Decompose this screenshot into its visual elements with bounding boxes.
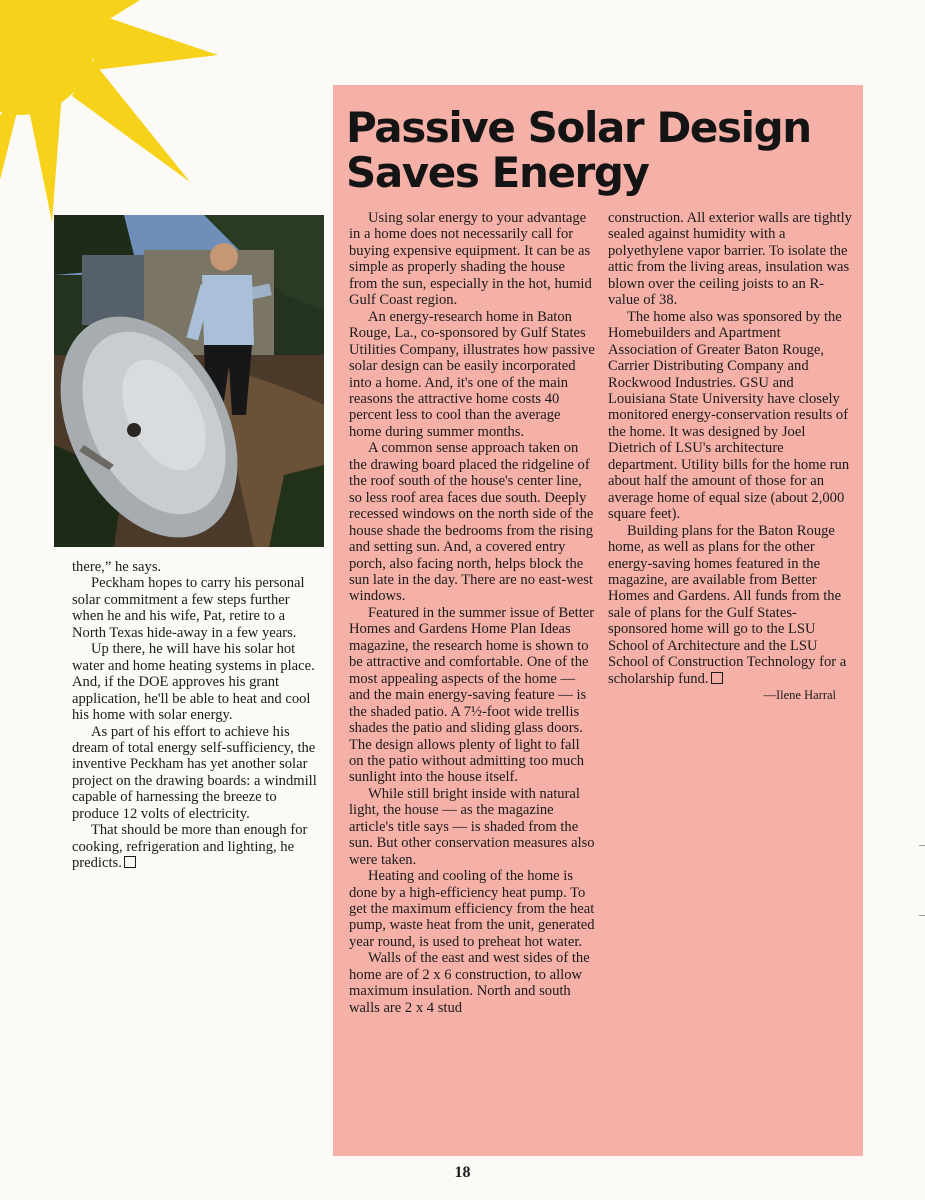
page-number: 18 [454, 1164, 471, 1181]
article-paragraph: Using solar energy to your advantage in a home does not necessarily call for buying expensive equipment. It can be as simple as properly shading the house from the sun, especially in the hot, humid Gulf Coast region. [349, 210, 592, 309]
article-paragraph: Walls of the east and west sides of the home are of 2 x 6 construction, to allow maximum insulation. North and south walls are 2 x 4 stud [349, 950, 590, 1016]
edge-mark [919, 845, 925, 846]
end-mark-icon [124, 856, 136, 868]
article-continuation: construction. All exterior walls are tightly sealed against humidity with a polyethylene vapor barrier. To isolate the attic from the living areas, insulation was blown over the ceiling joists to an R-value of 38. [608, 210, 852, 309]
article-column-middle [349, 210, 595, 1016]
article-paragraph: Featured in the summer issue of Better Homes and Gardens Home Plan Ideas magazine, the research home is shown to be attractive and comfortable. One of the most appealing aspects of the home — and the main energy-saving feature — is the shaded patio. A 7½-foot wide trellis shades the patio and sliding glass doors. The design allows plenty of light to fall on the patio without admitting too much sunlight into the house itself. [349, 604, 595, 786]
photo-solar-dish [54, 215, 324, 547]
sidebar-paragraph: Up there, he will have his solar hot water and home heating systems in place. And, if the DOE approves his grant application, he'll be able to heat and cool his home with solar energy. [72, 641, 315, 724]
article-paragraph [608, 523, 852, 688]
article-paragraph: A common sense approach taken on the drawing board placed the ridgeline of the roof south of the house's center line, so less roof area faces due south. Deeply recessed windows on the north side of the house shade the bedrooms from the rising and setting sun. And, a covered entry porch, also facing north, helps block the sun late in the day. There are no east-west windows. [349, 440, 594, 605]
edge-mark [919, 915, 925, 916]
sidebar-paragraph: Peckham hopes to carry his personal solar commitment a few steps further when he and his wife, Pat, retire to a North Texas hide-away in a few years. [72, 575, 305, 641]
article-paragraph: An energy-research home in Baton Rouge, La., co-sponsored by Gulf States Utilities Company, illustrates how passive solar design can be easily incorporated into a home. And, it's one of the main reasons the attractive home costs 40 percent less to cool than the average home during summer months. [349, 308, 595, 440]
sidebar-column [72, 559, 320, 872]
sun-graphic-icon [0, 0, 230, 230]
end-mark-icon [711, 672, 723, 684]
sidebar-paragraph: As part of his effort to achieve his dream of total energy self-sufficiency, the inventive Peckham has yet another solar project on the drawing boards: a windmill capable of harnessing the breeze to produce 12 volts of electricity. [72, 723, 317, 822]
article-title: Passive Solar Design Saves Energy [346, 103, 811, 197]
article-paragraph: The home also was sponsored by the Homebuilders and Apartment Association of Greater Baton Rouge, Carrier Distributing Company and Rockwood Industries. GSU and Louisiana State University have closely monitored energy-conservation results of the home. It was designed by Joel Dietrich of LSU's architecture department. Utility bills for the home run about half the amount of those for an average home of equal size (about 2,000 square feet). [608, 308, 850, 523]
article-paragraph: Heating and cooling of the home is done by a high-efficiency heat pump. To get the maximum efficiency from the heat pump, waste heat from the unit, generated year round, is used to preheat hot water. [349, 868, 595, 950]
article-column-right [608, 210, 852, 704]
article-paragraph: While still bright inside with natural light, the house — as the magazine article's title says — is shaded from the sun. But other conservation measures also were taken. [349, 785, 595, 868]
sidebar-paragraph-text: That should be more than enough for cooking, refrigeration and lighting, he predicts. [72, 822, 308, 872]
article-byline: —Ilene Harral [763, 688, 836, 703]
article-paragraph-text: Building plans for the Baton Rouge home, as well as plans for the other energy-saving homes featured in the magazine, are available from Better Homes and Gardens. All funds from the sale of plans for the Gulf States-sponsored home will go to the LSU School of Architecture and the LSU School of Construction Technology for a scholarship fund. [608, 522, 847, 687]
sidebar-continuation: there,” he says. [72, 559, 162, 575]
sidebar-paragraph [72, 822, 320, 871]
